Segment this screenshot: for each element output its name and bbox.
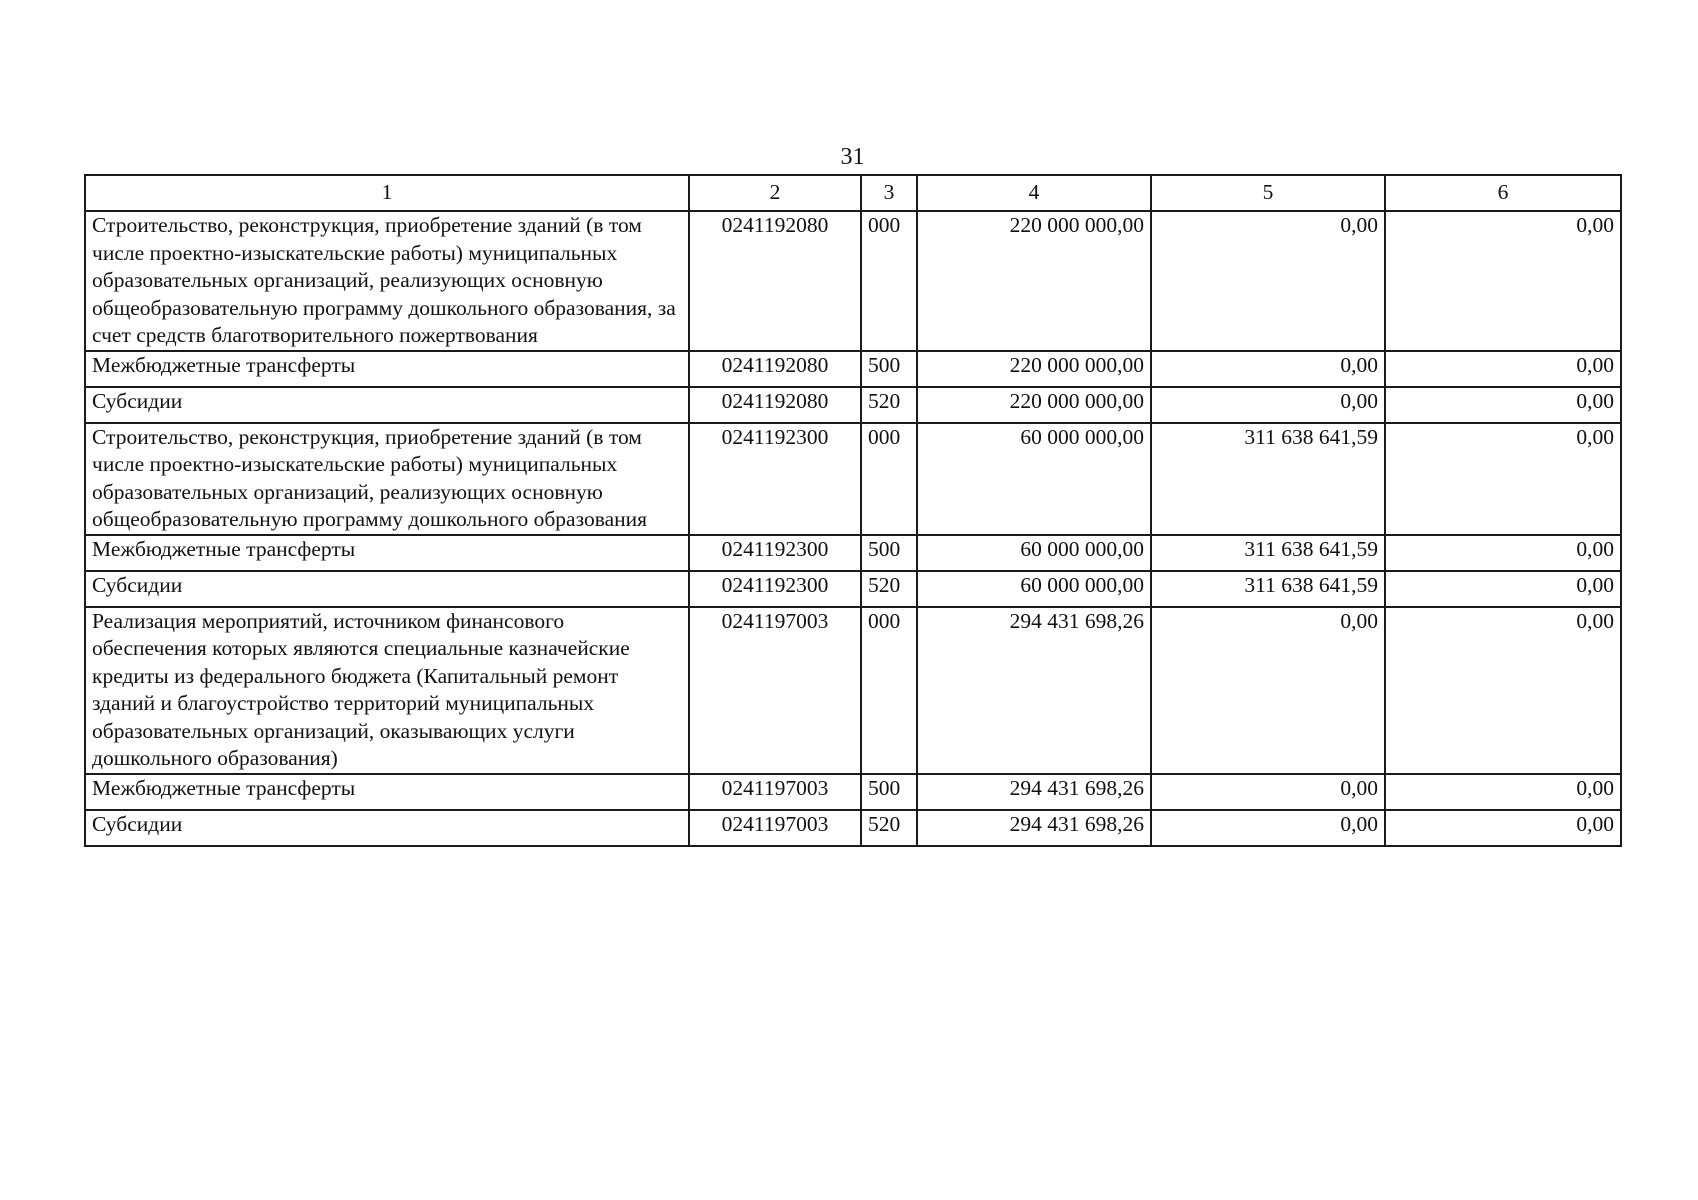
row-amount-4: 294 431 698,26 [917,810,1151,846]
row-amount-4: 220 000 000,00 [917,211,1151,351]
row-amount-6: 0,00 [1385,387,1621,423]
row-name: Субсидии [85,387,689,423]
row-vr-code: 520 [861,387,917,423]
row-amount-5: 0,00 [1151,351,1385,387]
row-amount-4: 294 431 698,26 [917,607,1151,774]
row-csr-code: 0241192080 [689,351,861,387]
row-csr-code: 0241192300 [689,571,861,607]
table-row [85,607,1621,774]
row-csr-code: 0241192300 [689,535,861,571]
row-amount-6: 0,00 [1385,535,1621,571]
table-header [85,175,1621,211]
row-name: Реализация мероприятий, источником финансового обеспечения которых являются специальные казначейские кредиты из федерального бюджета (Капитальный ремонт зданий и благоустройство территорий муниципальных образовательных организаций, оказывающих услуги дошкольного образования) [85,607,689,774]
row-amount-5: 311 638 641,59 [1151,423,1385,535]
row-amount-6: 0,00 [1385,351,1621,387]
row-csr-code: 0241192300 [689,423,861,535]
row-name: Межбюджетные трансферты [85,535,689,571]
budget-table [84,174,1622,847]
header-col-5: 5 [1151,175,1385,211]
row-csr-code: 0241192080 [689,387,861,423]
header-col-4: 4 [917,175,1151,211]
table-row [85,571,1621,607]
header-col-2: 2 [689,175,861,211]
table-row [85,351,1621,387]
row-vr-code: 000 [861,423,917,535]
row-amount-4: 220 000 000,00 [917,387,1151,423]
row-name: Межбюджетные трансферты [85,351,689,387]
row-amount-4: 60 000 000,00 [917,571,1151,607]
table-row [85,810,1621,846]
row-vr-code: 500 [861,774,917,810]
page-number: 31 [840,144,865,170]
row-name: Строительство, реконструкция, приобретение зданий (в том числе проектно-изыскательские работы) муниципальных образовательных организаций, реализующих основную общеобразовательную программу дошкольного образования [85,423,689,535]
table-row [85,211,1621,351]
row-amount-6: 0,00 [1385,571,1621,607]
table-row [85,774,1621,810]
row-name: Субсидии [85,810,689,846]
row-name: Субсидии [85,571,689,607]
row-csr-code: 0241197003 [689,607,861,774]
row-vr-code: 500 [861,351,917,387]
header-col-1: 1 [85,175,689,211]
header-col-6: 6 [1385,175,1621,211]
table-row [85,535,1621,571]
row-amount-6: 0,00 [1385,423,1621,535]
header-row [85,175,1621,211]
row-amount-6: 0,00 [1385,774,1621,810]
header-col-3: 3 [861,175,917,211]
row-amount-5: 0,00 [1151,607,1385,774]
row-csr-code: 0241197003 [689,774,861,810]
row-amount-4: 220 000 000,00 [917,351,1151,387]
row-amount-5: 0,00 [1151,211,1385,351]
row-amount-5: 0,00 [1151,387,1385,423]
row-amount-5: 311 638 641,59 [1151,535,1385,571]
row-amount-5: 311 638 641,59 [1151,571,1385,607]
table-body [85,211,1621,846]
table-row [85,423,1621,535]
row-amount-6: 0,00 [1385,810,1621,846]
row-vr-code: 520 [861,810,917,846]
row-name: Межбюджетные трансферты [85,774,689,810]
row-vr-code: 520 [861,571,917,607]
table-row [85,387,1621,423]
row-amount-4: 294 431 698,26 [917,774,1151,810]
row-vr-code: 500 [861,535,917,571]
row-amount-6: 0,00 [1385,607,1621,774]
row-csr-code: 0241197003 [689,810,861,846]
row-vr-code: 000 [861,211,917,351]
row-name: Строительство, реконструкция, приобретение зданий (в том числе проектно-изыскательские работы) муниципальных образовательных организаций, реализующих основную общеобразовательную программу дошкольного образования, за счет средств благотворительного пожертвования [85,211,689,351]
row-amount-4: 60 000 000,00 [917,535,1151,571]
row-amount-4: 60 000 000,00 [917,423,1151,535]
row-amount-6: 0,00 [1385,211,1621,351]
row-csr-code: 0241192080 [689,211,861,351]
row-amount-5: 0,00 [1151,774,1385,810]
row-vr-code: 000 [861,607,917,774]
row-amount-5: 0,00 [1151,810,1385,846]
